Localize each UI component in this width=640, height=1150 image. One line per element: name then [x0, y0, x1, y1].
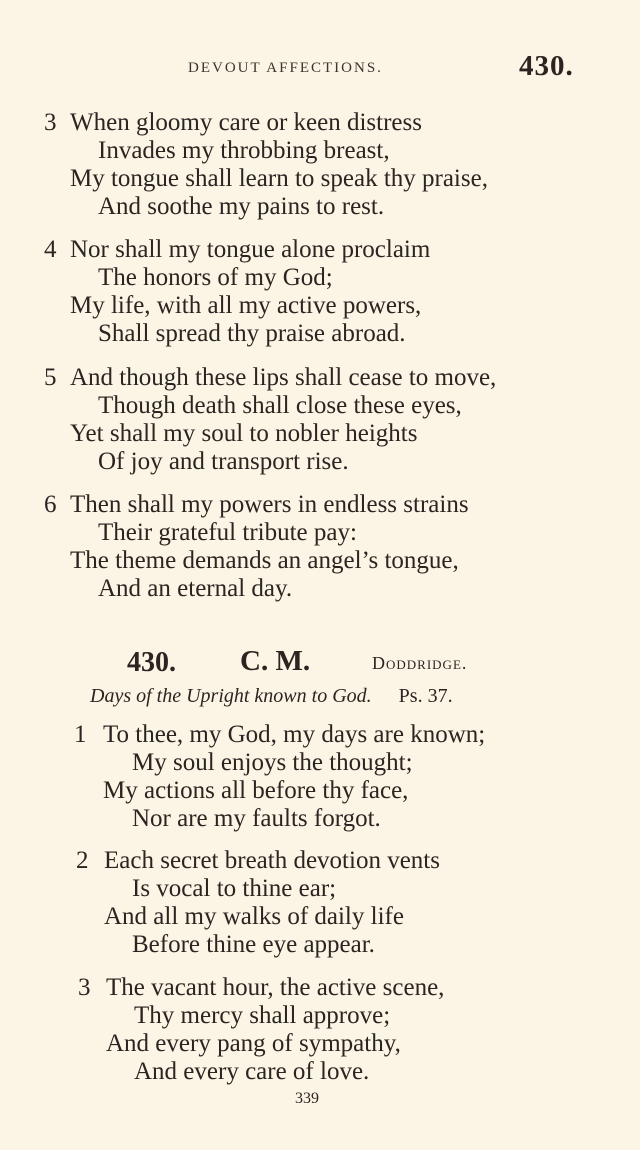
running-title: DEVOUT AFFECTIONS.	[188, 60, 383, 76]
stanza-prev-5	[44, 364, 496, 476]
stanza-2	[76, 847, 440, 959]
verse-line: The vacant hour, the active scene,	[106, 974, 445, 1001]
scripture-reference: Ps. 37.	[398, 685, 453, 707]
verse-line: Nor are my faults forgot.	[132, 805, 381, 832]
hymn-title: Days of the Upright known to God.	[90, 685, 372, 707]
verse-line: Shall spread thy praise abroad.	[98, 320, 406, 347]
verse-line: Though death shall close these eyes,	[98, 392, 462, 419]
verse-line: To thee, my God, my days are known;	[103, 721, 486, 748]
verse-line: Yet shall my soul to nobler heights	[70, 420, 418, 447]
stanza-number: 3	[78, 974, 91, 1001]
verse-line: Before thine eye appear.	[132, 931, 375, 958]
stanza-prev-6	[44, 491, 469, 603]
verse-line: Then shall my powers in endless strains	[70, 491, 469, 518]
verse-line: And though these lips shall cease to move,	[70, 364, 497, 391]
verse-line: Each secret breath devotion vents	[104, 847, 440, 874]
verse-line: Of joy and transport rise.	[98, 448, 349, 475]
verse-line: My life, with all my active powers,	[70, 292, 422, 319]
hymn-author: Doddridge.	[372, 653, 468, 673]
stanza-number: 4	[44, 236, 57, 263]
stanza-number: 5	[44, 364, 57, 391]
stanza-1	[74, 721, 485, 833]
verse-line: Invades my throbbing breast,	[98, 137, 390, 164]
stanza-number: 1	[74, 721, 87, 748]
verse-line: Nor shall my tongue alone proclaim	[70, 236, 431, 263]
verse-line: And an eternal day.	[98, 575, 293, 602]
verse-line: Is vocal to thine ear;	[132, 875, 337, 902]
stanza-number: 6	[44, 491, 57, 518]
hymn-header	[127, 645, 607, 679]
verse-line: When gloomy care or keen distress	[70, 109, 422, 136]
hymn-meter: C. M.	[240, 645, 311, 677]
verse-line: Their grateful tribute pay:	[98, 519, 357, 546]
stanza-3	[78, 974, 444, 1086]
stanza-number: 2	[76, 847, 89, 874]
verse-line: And every care of love.	[134, 1058, 370, 1085]
verse-line: My soul enjoys the thought;	[132, 749, 413, 776]
verse-line: My tongue shall learn to speak thy praise,	[70, 165, 488, 192]
stanza-prev-4	[44, 236, 430, 348]
verse-line: My actions all before thy face,	[103, 777, 409, 804]
hymn-subtitle	[90, 685, 453, 708]
verse-line: And every pang of sympathy,	[106, 1030, 401, 1057]
page-number: 339	[295, 1090, 319, 1107]
verse-line: And soothe my pains to rest.	[98, 193, 385, 220]
stanza-number: 3	[44, 109, 57, 136]
hymn-number: 430.	[127, 647, 176, 678]
page-hymn-number: 430.	[519, 50, 574, 82]
verse-line: The theme demands an angel’s tongue,	[70, 547, 459, 574]
verse-line: The honors of my God;	[98, 264, 333, 291]
verse-line: And all my walks of daily life	[104, 903, 404, 930]
stanza-prev-3	[44, 109, 488, 221]
verse-line: Thy mercy shall approve;	[134, 1002, 391, 1029]
